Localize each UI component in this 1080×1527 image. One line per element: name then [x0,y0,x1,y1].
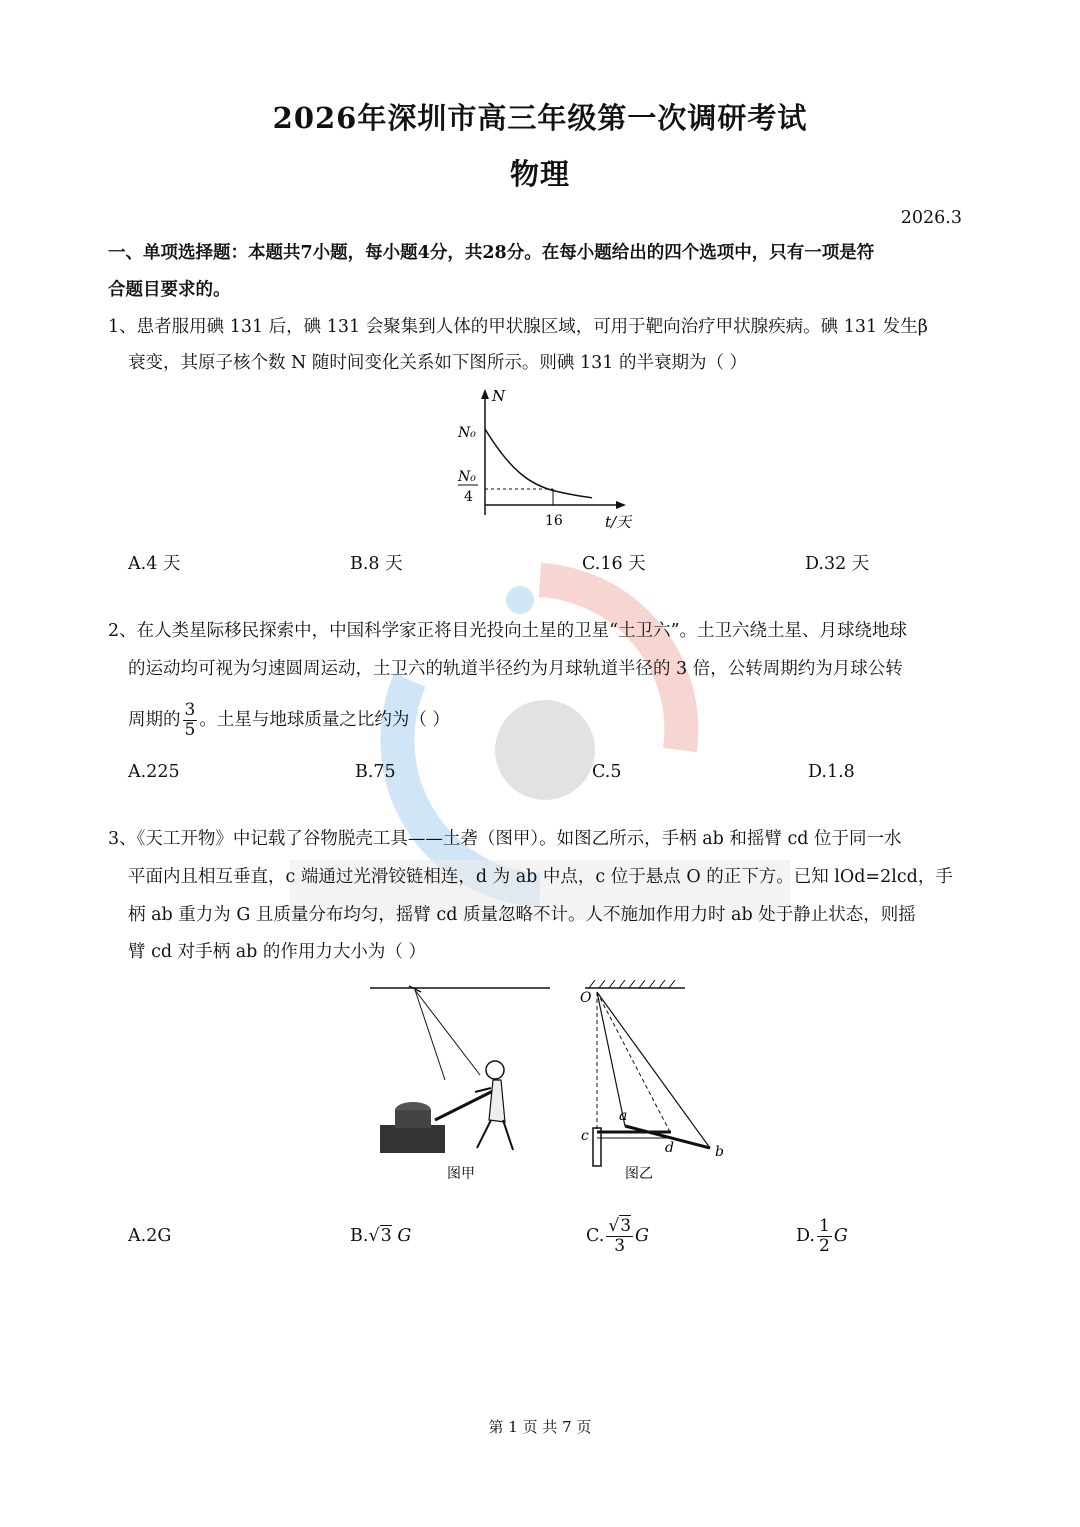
label-c: c [581,1128,589,1144]
q3-figure-jia [365,980,555,1185]
figure-yi-caption: 图乙 [625,1166,653,1182]
q1-text-line2: 衰变，其原子核个数 N 随时间变化关系如下图所示。则碘 131 的半衰期为（ ） [128,353,748,373]
section-header-line1: 一、单项选择题：本题共7小题，每小题4分，共28分。在每小题给出的四个选项中，只有一项是符 [108,243,875,263]
label-a: a [619,1108,628,1124]
rope-to-b [597,992,710,1148]
q1-option-c: C.16 天 [582,554,646,574]
q3-text-line1: 3、《天工开物》中记载了谷物脱壳工具——土砻（图甲）。如图乙所示，手柄 ab 和摇臂 cd 位于同一水 [108,829,902,849]
q3-option-c: C. $\frac{√3}{3}$ G [586,1215,649,1256]
graph-x-label: t/天 [605,513,632,531]
label-d: d [665,1140,674,1156]
q2-option-b: B.75 [355,762,396,782]
q1-text-line1: 1、患者服用碘 131 后，碘 131 会聚集到人体的甲状腺区域，可用于靶向治疗甲状腺疾病。碘 131 发生β [108,317,928,337]
graph-y-arrow [481,389,489,399]
q2-line3-post: 。土星与地球质量之比约为（ ） [199,710,450,730]
post-c [593,1128,601,1166]
label-O: O [580,990,592,1006]
exam-date: 2026.3 [900,208,962,228]
graph-n0-label: N₀ [458,425,476,441]
q3-option-b: B.√3 G [350,1226,412,1246]
person-head [486,1061,504,1079]
q2-line3-pre: 周期的 [128,710,181,730]
q2-option-c: C.5 [592,762,622,782]
q2-text-line3 [128,697,450,743]
q3-option-b-radicand: 3 [380,1226,392,1246]
handle-bar [435,1090,495,1120]
decay-curve [485,429,592,498]
millstone-base [380,1125,445,1153]
q2-option-a: A.225 [128,762,180,782]
graph-y-label: N [492,387,506,405]
graph-n0-quarter-den: 4 [464,489,473,505]
exam-title: 2026年深圳市高三年级第一次调研考试 [272,101,808,135]
graph-x-arrow [616,501,626,509]
q3-text-line2: 平面内且相互垂直，c 端通过光滑铰链相连，d 为 ab 中点，c 位于悬点 O 的正下方。已知 lOd=2lcd，手 [128,867,953,887]
subject-title: 物理 [509,157,570,191]
q3-text-line4: 臂 cd 对手柄 ab 的作用力大小为（ ） [128,942,426,962]
watermark-logo [290,560,790,960]
q2-fraction-num: 3 [184,699,196,720]
q1-decay-graph [440,385,655,535]
page-footer: 第 1 页 共 7 页 [488,1418,592,1436]
figure-jia-caption: 图甲 [447,1166,475,1182]
q3-option-d-fraction: $\frac{1}{2}$ [818,1215,830,1256]
q3-figure-yi [575,980,735,1185]
q1-option-b: B.8 天 [350,554,403,574]
q2-fraction-den: 5 [184,719,196,740]
section-header-line2: 合题目要求的。 [108,280,231,300]
q3-text-line3: 柄 ab 重力为 G 且质量分布均匀，摇臂 cd 质量忽略不计。人不施加作用力时 ab 处于静止状态，则摇 [128,905,916,925]
graph-x-tick: 16 [545,513,563,529]
q2-option-d: D.1.8 [808,762,855,782]
q3-option-a: A.2G [128,1226,172,1246]
graph-n0-quarter-num: N₀ [458,469,476,485]
q3-option-d: D. $\frac{1}{2}$ G [796,1215,848,1256]
q2-text-line1: 2、在人类星际移民探索中，中国科学家正将目光投向土星的卫星“土卫六”。土卫六绕土星、月球绕地球 [108,621,908,641]
q2-text-line2: 的运动均可视为匀速圆周运动，土卫六的轨道半径约为月球轨道半径的 3 倍，公转周期约为月球公转 [128,659,903,679]
q2-fraction [183,701,198,740]
q1-option-d: D.32 天 [805,554,870,574]
label-b: b [715,1144,724,1160]
q3-option-c-fraction: $\frac{√3}{3}$ [608,1215,632,1256]
line-od [597,992,670,1132]
q1-option-a: A.4 天 [128,554,181,574]
